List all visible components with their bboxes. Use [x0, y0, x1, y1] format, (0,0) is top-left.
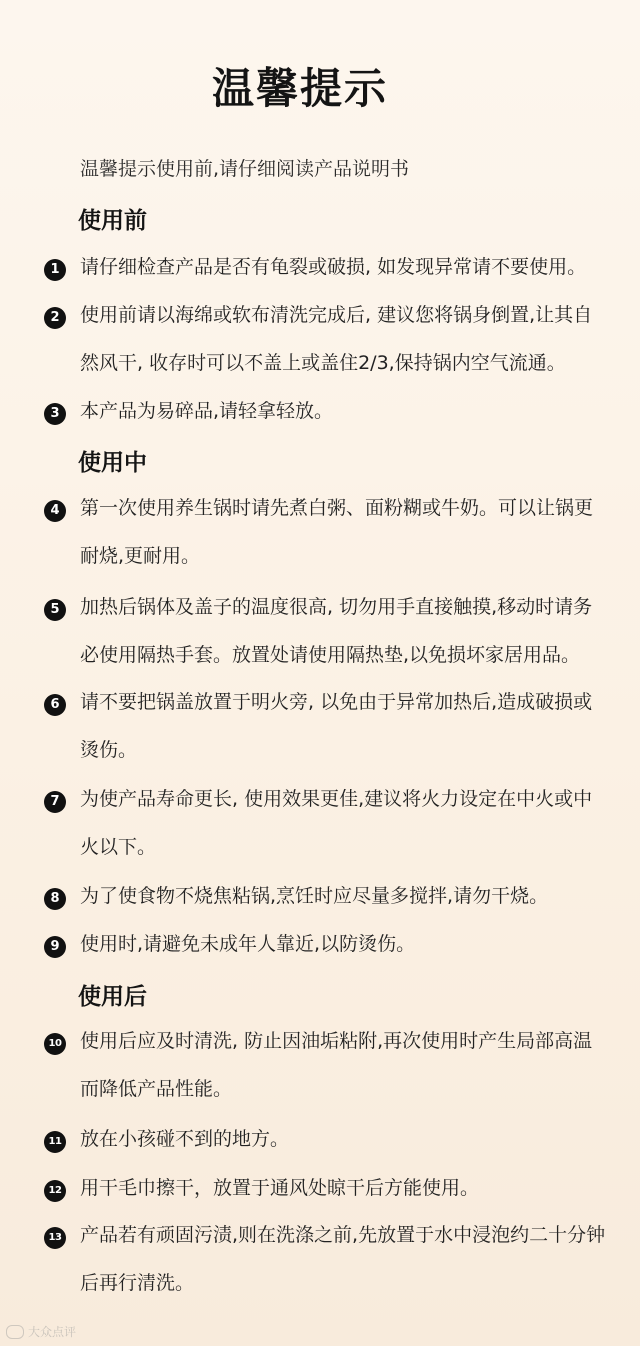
list-item-text: 加热后锅体及盖子的温度很高, 切勿用手直接触摸,移动时请务必使用隔热手套。放置处请使用隔热垫,以免损坏家居用品。 [80, 596, 593, 666]
watermark-logo-icon [6, 1325, 24, 1339]
section-heading-during-use: 使用中 [78, 450, 147, 476]
number-badge-icon: 9 [44, 936, 66, 958]
number-badge-icon: 6 [44, 694, 66, 716]
number-badge-icon: 3 [44, 403, 66, 425]
list-item-text: 为了使食物不烧焦粘锅,烹饪时应尽量多搅拌,请勿干烧。 [80, 885, 549, 907]
number-badge-icon: 5 [44, 599, 66, 621]
list-item-text: 使用前请以海绵或软布清洗完成后, 建议您将锅身倒置,让其自然风干, 收存时可以不盖上或盖住2/3,保持锅内空气流通。 [80, 304, 593, 374]
list-item-text: 产品若有顽固污渍,则在洗涤之前,先放置于水中浸泡约二十分钟后再行清洗。 [80, 1224, 606, 1294]
number-badge-icon: 8 [44, 888, 66, 910]
list-item-text: 本产品为易碎品,请轻拿轻放。 [80, 400, 334, 422]
watermark-text: 大众点评 [28, 1325, 77, 1339]
number-badge-icon: 1 [44, 259, 66, 281]
number-badge-icon: 7 [44, 791, 66, 813]
list-item-text: 放在小孩碰不到的地方。 [80, 1128, 290, 1150]
list-item-text: 用干毛巾擦干，放置于通风处晾干后方能使用。 [80, 1177, 480, 1199]
list-item-text: 使用时,请避免未成年人靠近,以防烫伤。 [80, 933, 416, 955]
section-heading-after-use: 使用后 [78, 984, 147, 1010]
list-item-text: 为使产品寿命更长, 使用效果更佳,建议将火力设定在中火或中火以下。 [80, 788, 593, 858]
page-title: 温馨提示 [211, 64, 388, 113]
number-badge-icon: 11 [44, 1131, 66, 1153]
section-heading-before-use: 使用前 [78, 208, 147, 234]
number-badge-icon: 4 [44, 500, 66, 522]
list-item-text: 请仔细检查产品是否有龟裂或破损, 如发现异常请不要使用。 [80, 256, 587, 278]
intro-text: 温馨提示使用前,请仔细阅读产品说明书 [80, 158, 410, 180]
number-badge-icon: 12 [44, 1180, 66, 1202]
number-badge-icon: 13 [44, 1227, 66, 1249]
list-item-text: 使用后应及时清洗, 防止因油垢粘附,再次使用时产生局部高温而降低产品性能。 [80, 1030, 593, 1100]
list-item-text: 第一次使用养生锅时请先煮白粥、面粉糊或牛奶。可以让锅更耐烧,更耐用。 [80, 497, 594, 567]
list-item-text: 请不要把锅盖放置于明火旁, 以免由于异常加热后,造成破损或烫伤。 [80, 691, 593, 761]
watermark [6, 1323, 76, 1340]
number-badge-icon: 10 [44, 1033, 66, 1055]
number-badge-icon: 2 [44, 307, 66, 329]
